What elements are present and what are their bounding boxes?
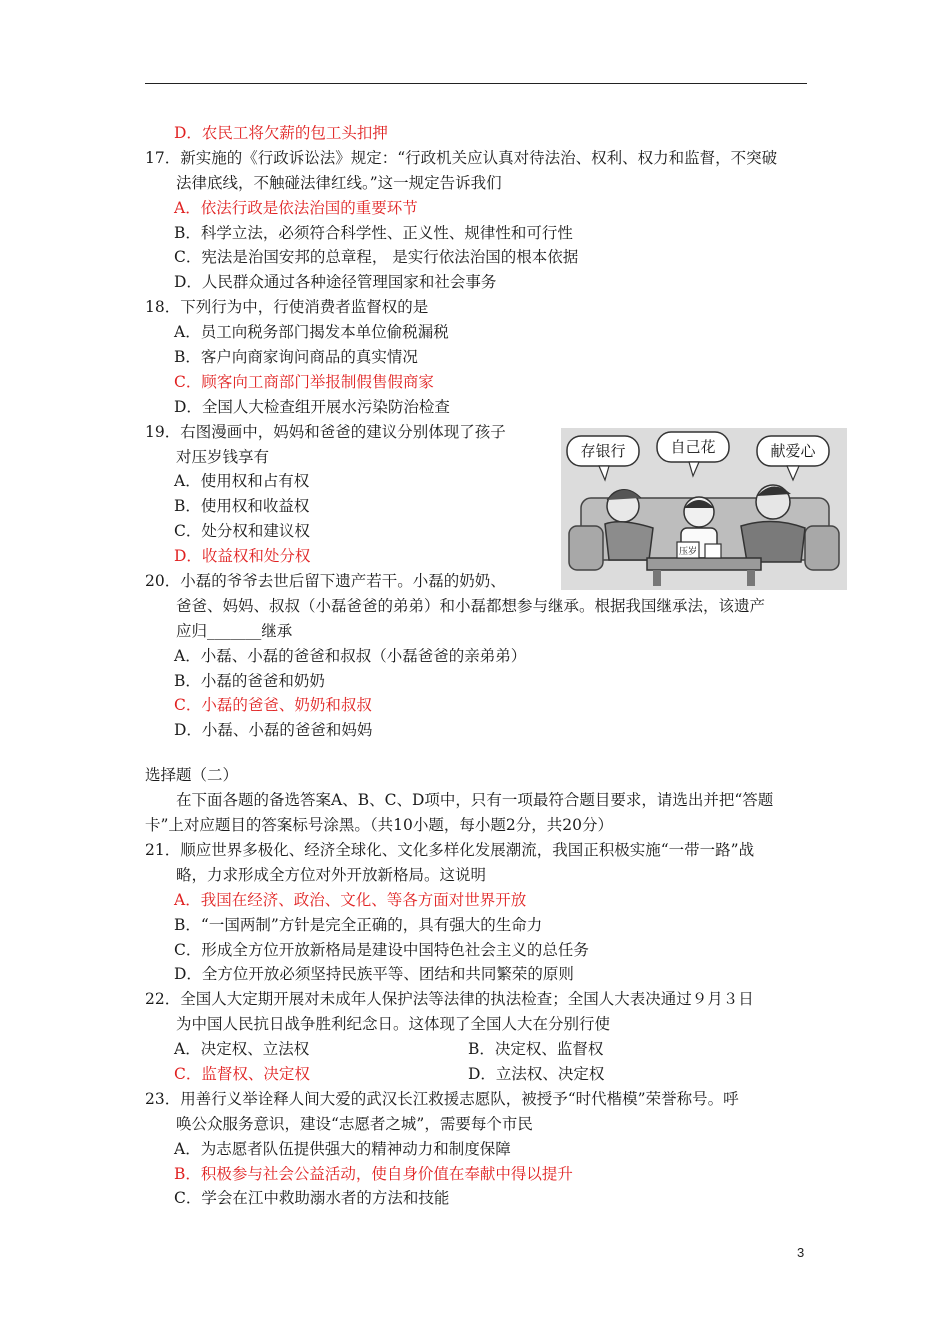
q20-option-d: D．小磊、小磊的爸爸和妈妈 bbox=[174, 721, 373, 740]
q22-stem-cont: 为中国人民抗日战争胜利纪念日。这体现了全国人大在分别行使 bbox=[176, 1015, 611, 1034]
q20-stem-cont2: 应归_______继承 bbox=[176, 621, 293, 640]
table-leg-left bbox=[653, 570, 661, 586]
q16-option-d: D．农民工将欠薪的包工头扣押 bbox=[174, 124, 388, 142]
q21-stem: 21．顺应世界多极化、经济全球化、文化多样化发展潮流，我国正积极实施“一带一路”战 bbox=[145, 840, 755, 859]
q21-stem-cont: 略，力求形成全方位对外开放新格局。这说明 bbox=[176, 865, 487, 884]
q23-stem-cont: 唤公众服务意识，建设“志愿者之城”，需要每个市民 bbox=[176, 1114, 533, 1133]
q18-option-b: B．客户向商家询问商品的真实情况 bbox=[174, 348, 418, 367]
q21-option-b: B．“一国两制”方针是完全正确的，具有强大的生命力 bbox=[174, 915, 543, 934]
q22-stem: 22．全国人大定期开展对未成年人保护法等法律的执法检查；全国人大表决通过９月３日 bbox=[145, 990, 754, 1009]
red-envelope-text: 压岁 bbox=[678, 547, 698, 557]
sofa-arm-left bbox=[569, 526, 603, 570]
q22-option-a: A．决定权、立法权 bbox=[174, 1040, 310, 1059]
page-number: 3 bbox=[797, 1245, 805, 1260]
section-instructions: 在下面各题的备选答案A、B、C、D项中，只有一项最符合题目要求，请选出并把“答题 bbox=[176, 791, 774, 810]
q20-stem-cont: 爸爸、妈妈、叔叔（小磊爸爸的弟弟）和小磊都想参与继承。根据我国继承法，该遗产 bbox=[176, 596, 766, 615]
q19-comic-illustration bbox=[561, 428, 847, 590]
bubble-middle-text: 自己花 bbox=[670, 438, 716, 456]
father-body bbox=[741, 521, 805, 562]
q22-option-c: C．监督权、决定权 bbox=[174, 1064, 310, 1083]
q23-stem: 23．用善行义举诠释人间大爱的武汉长江救援志愿队，被授予“时代楷模”荣誉称号。呼 bbox=[145, 1089, 739, 1108]
bubble-left-text: 存银行 bbox=[580, 442, 626, 460]
q17-option-b: B．科学立法，必须符合科学性、正义性、规律性和可行性 bbox=[174, 223, 573, 242]
exam-content bbox=[145, 121, 811, 1211]
q19-option-b: B．使用权和收益权 bbox=[174, 497, 310, 516]
gift-box bbox=[705, 544, 721, 558]
q18-option-c: C．顾客向工商部门举报制假售假商家 bbox=[174, 372, 434, 391]
q21-option-d: D．全方位开放必须坚持民族平等、团结和共同繁荣的原则 bbox=[174, 965, 574, 984]
header-rule bbox=[145, 83, 807, 84]
q22-options-row1 bbox=[145, 1037, 811, 1062]
q22-option-d: D．立法权、决定权 bbox=[468, 1064, 605, 1083]
q23-option-c: C．学会在江中救助溺水者的方法和技能 bbox=[174, 1189, 450, 1208]
q20-option-b: B．小磊的爸爸和奶奶 bbox=[174, 671, 325, 690]
q17-option-c: C．宪法是治国安邦的总章程， 是实行依法治国的根本依据 bbox=[174, 248, 579, 267]
table-leg-right bbox=[747, 570, 755, 586]
section-title: 选择题（二） bbox=[145, 766, 239, 785]
section-instructions-cont: 卡”上对应题目的答案标号涂黑。（共10小题，每小题2分，共20分） bbox=[145, 816, 613, 835]
coffee-table-top bbox=[647, 558, 761, 570]
q20-stem: 20．小磊的爷爷去世后留下遗产若干。小磊的奶奶、 bbox=[145, 572, 506, 591]
sofa-arm-right bbox=[805, 526, 839, 570]
q23-option-a: A．为志愿者队伍提供强大的精神动力和制度保障 bbox=[174, 1139, 511, 1158]
q23-option-b: B．积极参与社会公益活动，使自身价值在奉献中得以提升 bbox=[174, 1164, 573, 1183]
q18-option-d: D．全国人大检查组开展水污染防治检查 bbox=[174, 397, 450, 416]
q17-option-d: D．人民群众通过各种途径管理国家和社会事务 bbox=[174, 273, 497, 292]
q21-option-a: A．我国在经济、政治、文化、等各方面对世界开放 bbox=[174, 890, 527, 909]
q18-option-a: A．员工向税务部门揭发本单位偷税漏税 bbox=[174, 323, 449, 342]
q19-option-c: C．处分权和建议权 bbox=[174, 522, 310, 541]
q17-stem: 17．新实施的《行政诉讼法》规定：“行政机关应认真对待法治、权利、权力和监督，不突破 bbox=[145, 148, 778, 167]
q21-option-c: C．形成全方位开放新格局是建设中国特色社会主义的总任务 bbox=[174, 940, 589, 959]
q18-stem: 18．下列行为中，行使消费者监督权的是 bbox=[145, 298, 429, 317]
q20-option-a: A．小磊、小磊的爸爸和叔叔（小磊爸爸的亲弟弟） bbox=[174, 646, 527, 665]
q17-stem-cont: 法律底线，不触碰法律红线。”这一规定告诉我们 bbox=[176, 173, 502, 192]
q22-options-row2 bbox=[145, 1062, 811, 1087]
q19-option-d: D．收益权和处分权 bbox=[174, 547, 311, 566]
q19-option-a: A．使用权和占有权 bbox=[174, 472, 310, 491]
q22-option-b: B．决定权、监督权 bbox=[468, 1040, 604, 1059]
bubble-right-text: 献爱心 bbox=[770, 442, 816, 460]
q17-option-a: A．依法行政是依法治国的重要环节 bbox=[174, 198, 418, 217]
q20-option-c: C．小磊的爸爸、奶奶和叔叔 bbox=[174, 696, 372, 715]
q19-stem: 19．右图漫画中，妈妈和爸爸的建议分别体现了孩子 bbox=[145, 422, 506, 441]
mother-body bbox=[605, 522, 653, 560]
q19-stem-cont: 对压岁钱享有 bbox=[176, 447, 270, 466]
